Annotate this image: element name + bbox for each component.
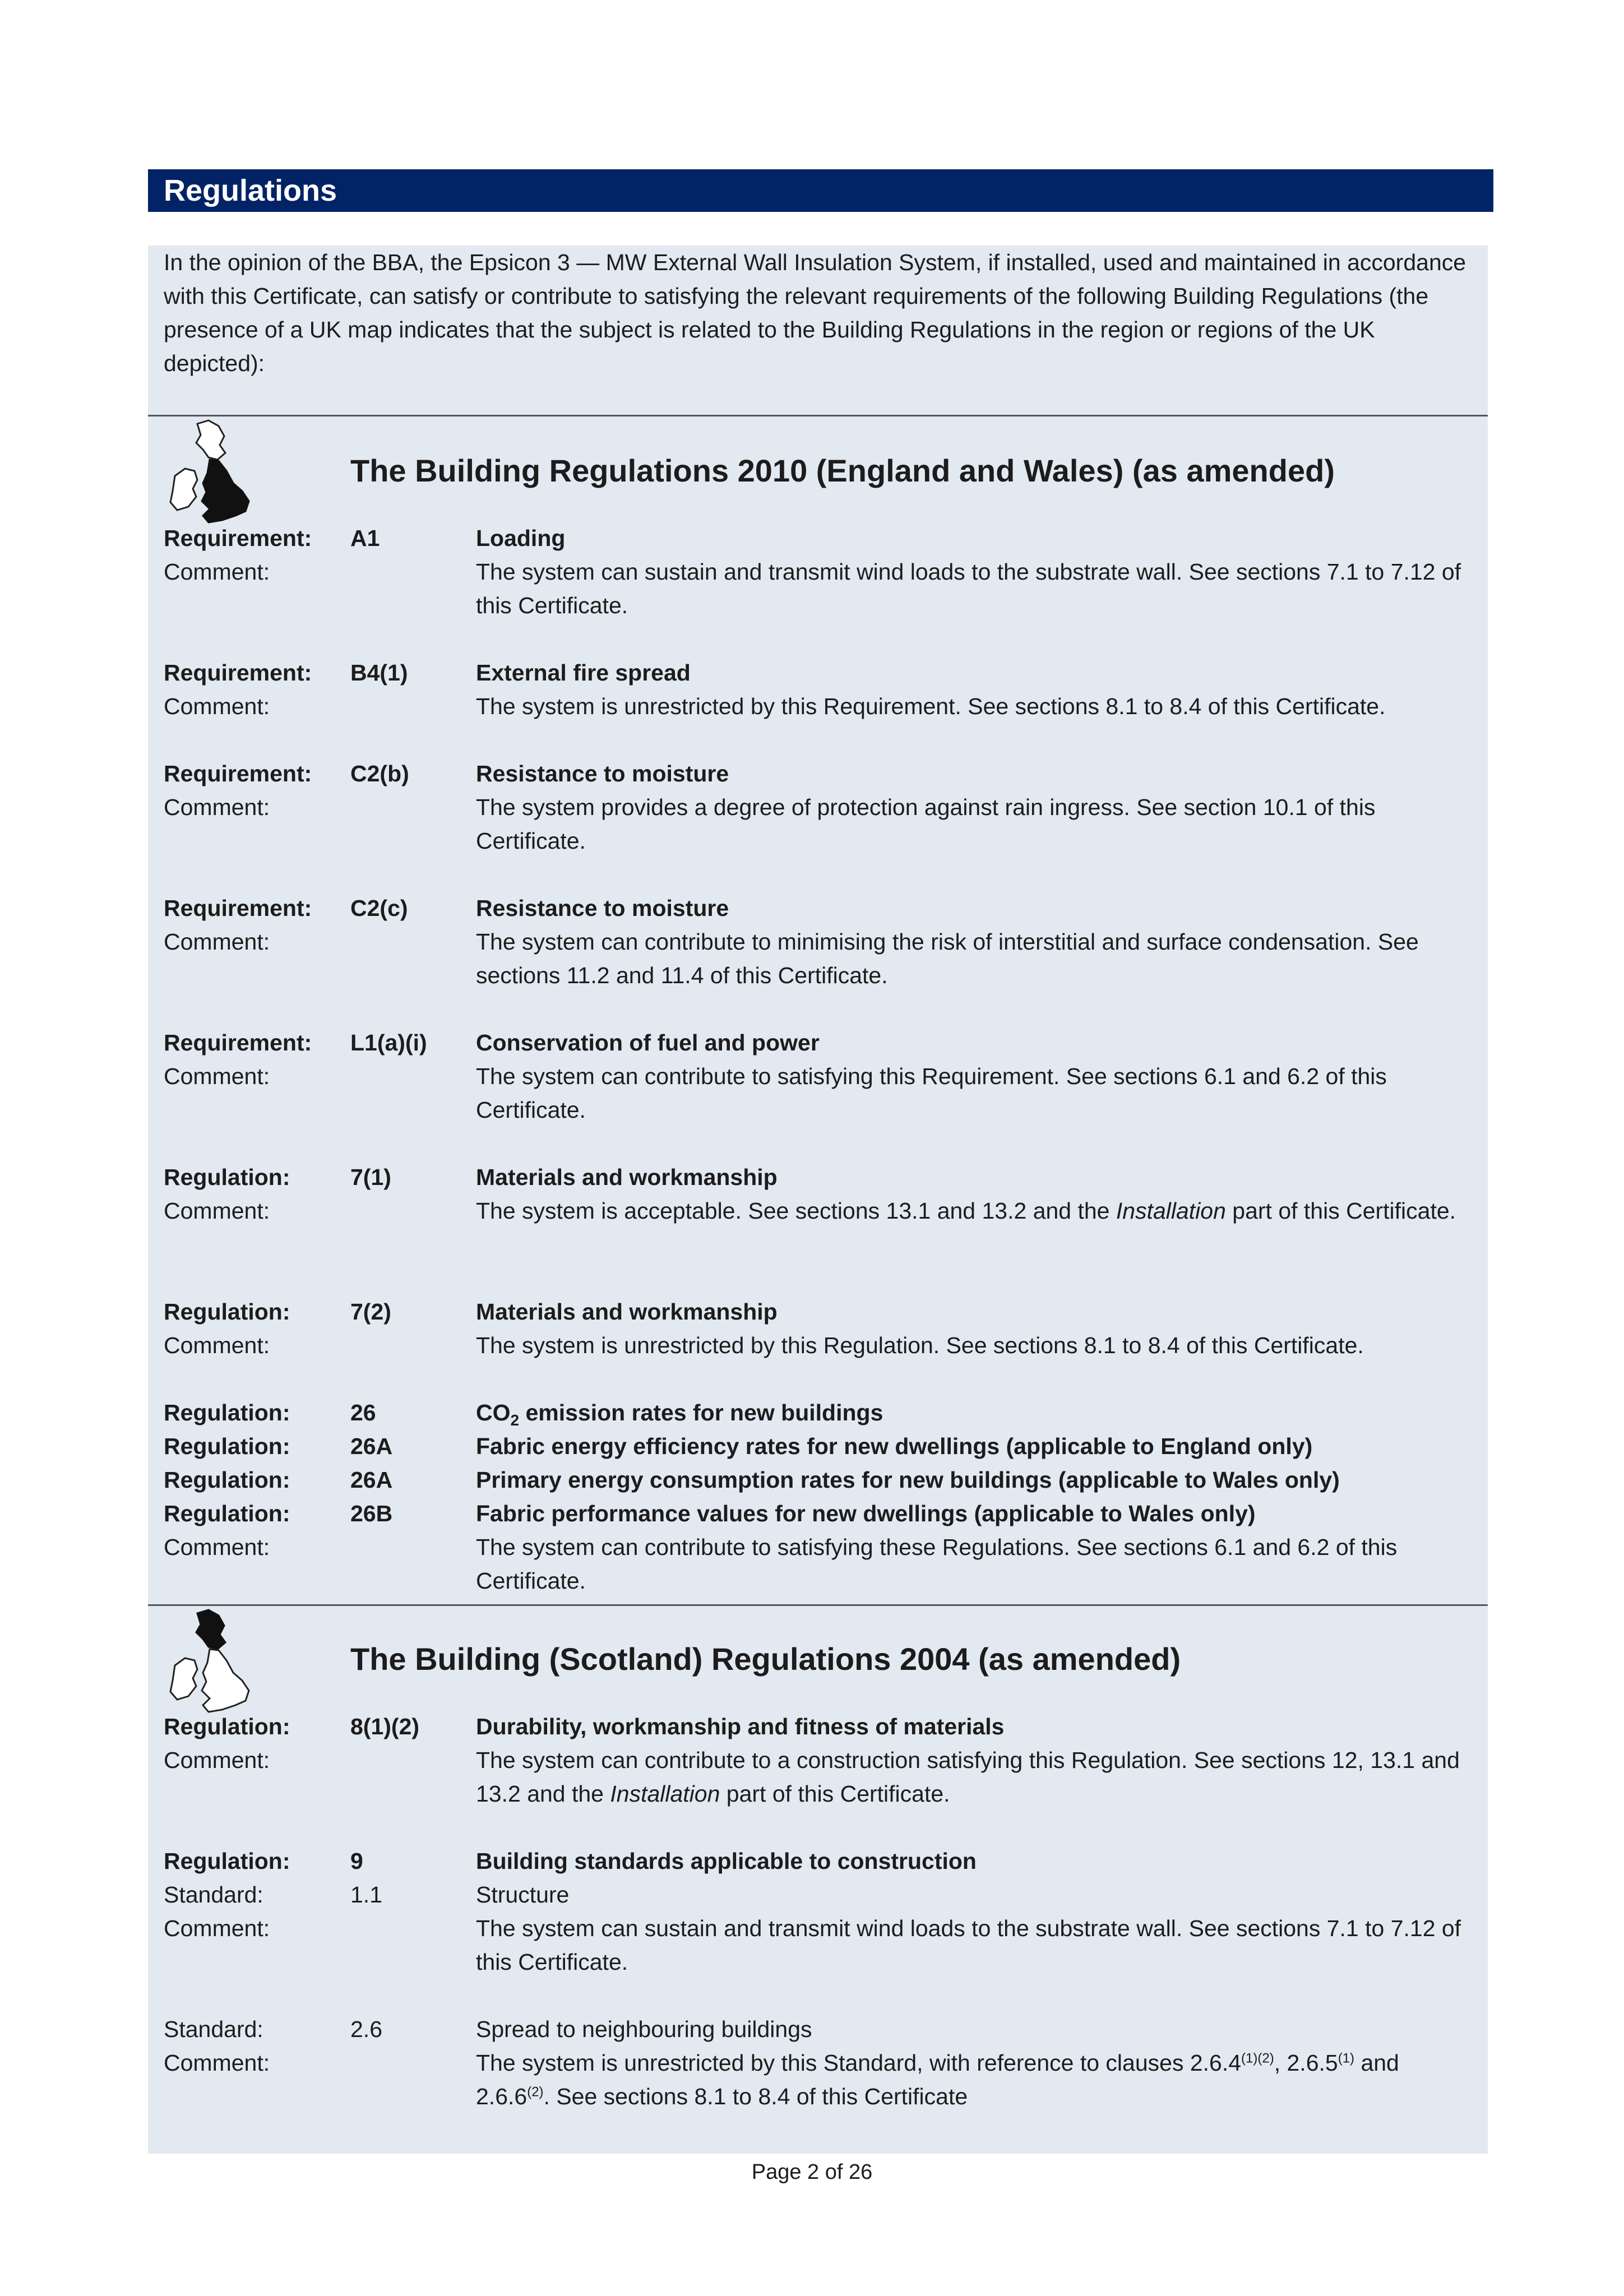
row-label: Comment:	[164, 1747, 270, 1773]
row-label: Comment:	[164, 693, 270, 719]
row-text: The system can sustain and transmit wind loads to the substrate wall. See sections 7.1 to 7.12 of this Certificate.	[476, 1915, 1461, 1975]
row-label: Comment:	[164, 1332, 270, 1358]
row-text: The system is unrestricted by this Requirement. See sections 8.1 to 8.4 of this Certificate.	[476, 693, 1386, 719]
regulations-panel	[148, 246, 1488, 2154]
uk-map-scotland-icon	[164, 1607, 259, 1719]
row-text: Fabric performance values for new dwellings (applicable to Wales only)	[476, 1501, 1256, 1526]
row-code: 7(2)	[350, 1299, 391, 1325]
row-text: The system can contribute to satisfying this Requirement. See sections 6.1 and 6.2 of this Certificate.	[476, 1063, 1387, 1123]
row-code: 26A	[350, 1467, 393, 1493]
row-text: The system can contribute to satisfying these Regulations. See sections 6.1 and 6.2 of this Certificate.	[476, 1534, 1398, 1594]
row-text: The system is unrestricted by this Regulation. See sections 8.1 to 8.4 of this Certificate.	[476, 1332, 1364, 1358]
row-label: Comment:	[164, 1534, 270, 1560]
row-text: Durability, workmanship and fitness of materials	[476, 1714, 1005, 1739]
row-text: Resistance to moisture	[476, 761, 729, 786]
row-label: Standard:	[164, 2016, 263, 2042]
row-label: Requirement:	[164, 761, 312, 786]
row-label: Requirement:	[164, 660, 312, 686]
row-text: The system is unrestricted by this Standard, with reference to clauses $2.6.4^{(1)(2)}$, 2.6.5$^{(1)}$ and 2.6.6$^{(2)}$. See sections 8.1 to 8.4 of this Certificate	[476, 2050, 1399, 2109]
row-label: Regulation:	[164, 1299, 290, 1325]
row-label: Regulation:	[164, 1501, 290, 1526]
row-code: B4(1)	[350, 660, 408, 686]
row-text: The system can contribute to a construction satisfying this Regulation. See sections 12, 13.1 and 13.2 and the Installation part of this Certificate.	[476, 1747, 1460, 1807]
row-code: A1	[350, 525, 380, 551]
row-code: 26A	[350, 1433, 393, 1459]
intro-paragraph: In the opinion of the BBA, the Epsicon 3 — MW External Wall Insulation System, if installed, used and maintained in accordance with this Certificate, can satisfy or contribute to satisfying the relevant requirements of the following Building Regulations (the presence of a UK map indicates that the subject is related to the Building Regulations in the region or regions of the UK depicted):	[164, 249, 1466, 376]
row-text: The system provides a degree of protection against rain ingress. See section 10.1 of this Certificate.	[476, 794, 1376, 854]
section-title-scotland: The Building (Scotland) Regulations 2004 (as amended)	[350, 1641, 1181, 1677]
row-label: Regulation:	[164, 1714, 290, 1739]
row-text: The system can contribute to minimising the risk of interstitial and surface condensation. See sections 11.2 and 11.4 of this Certificate.	[476, 929, 1419, 988]
row-text: $CO_2$ emission rates for new buildings	[476, 1400, 883, 1429]
row-code: 8(1)(2)	[350, 1714, 420, 1739]
row-label: Regulation:	[164, 1433, 290, 1459]
row-label: Comment:	[164, 1198, 270, 1224]
row-text: Conservation of fuel and power	[476, 1030, 820, 1056]
row-code: 1.1	[350, 1882, 382, 1908]
row-text: Materials and workmanship	[476, 1299, 778, 1325]
row-code: C2(c)	[350, 895, 408, 921]
row-label: Comment:	[164, 559, 270, 585]
row-code: 9	[350, 1848, 363, 1874]
row-code: 26B	[350, 1501, 393, 1526]
section-banner-regulations: Regulations	[148, 169, 1493, 212]
row-label: Regulation:	[164, 1164, 290, 1190]
section-title-england-wales: The Building Regulations 2010 (England and Wales) (as amended)	[350, 453, 1335, 488]
row-text: Building standards applicable to construction	[476, 1848, 977, 1874]
row-text: Loading	[476, 525, 566, 551]
row-label: Standard:	[164, 1882, 263, 1908]
row-label: Regulation:	[164, 1400, 290, 1425]
row-label: Comment:	[164, 2050, 270, 2076]
row-text: External fire spread	[476, 660, 691, 686]
row-text: Structure	[476, 1882, 570, 1908]
row-label: Comment:	[164, 794, 270, 820]
row-label: Comment:	[164, 1915, 270, 1941]
row-label: Requirement:	[164, 1030, 312, 1056]
row-text: Fabric energy efficiency rates for new dwellings (applicable to England only)	[476, 1433, 1313, 1459]
row-text: Materials and workmanship	[476, 1164, 778, 1190]
row-label: Regulation:	[164, 1848, 290, 1874]
row-text: Spread to neighbouring buildings	[476, 2016, 812, 2042]
page-number: Page 2 of 26	[751, 2160, 873, 2184]
row-label: Comment:	[164, 929, 270, 955]
row-code: 7(1)	[350, 1164, 391, 1190]
row-label: Requirement:	[164, 525, 312, 551]
row-text: Resistance to moisture	[476, 895, 729, 921]
row-code: C2(b)	[350, 761, 409, 786]
row-label: Requirement:	[164, 895, 312, 921]
section-divider	[148, 1604, 1488, 1606]
row-label: Regulation:	[164, 1467, 290, 1493]
row-label: Comment:	[164, 1063, 270, 1089]
row-code: 2.6	[350, 2016, 382, 2042]
uk-map-england-wales-icon	[164, 417, 259, 529]
row-code: 26	[350, 1400, 376, 1425]
row-text: The system can sustain and transmit wind loads to the substrate wall. See sections 7.1 to 7.12 of this Certificate.	[476, 559, 1461, 618]
row-text: The system is acceptable. See sections 13.1 and 13.2 and the Installation part of this Certificate.	[476, 1198, 1456, 1224]
row-text: Primary energy consumption rates for new buildings (applicable to Wales only)	[476, 1467, 1340, 1493]
row-code: L1(a)(i)	[350, 1030, 427, 1056]
section-divider	[148, 415, 1488, 416]
